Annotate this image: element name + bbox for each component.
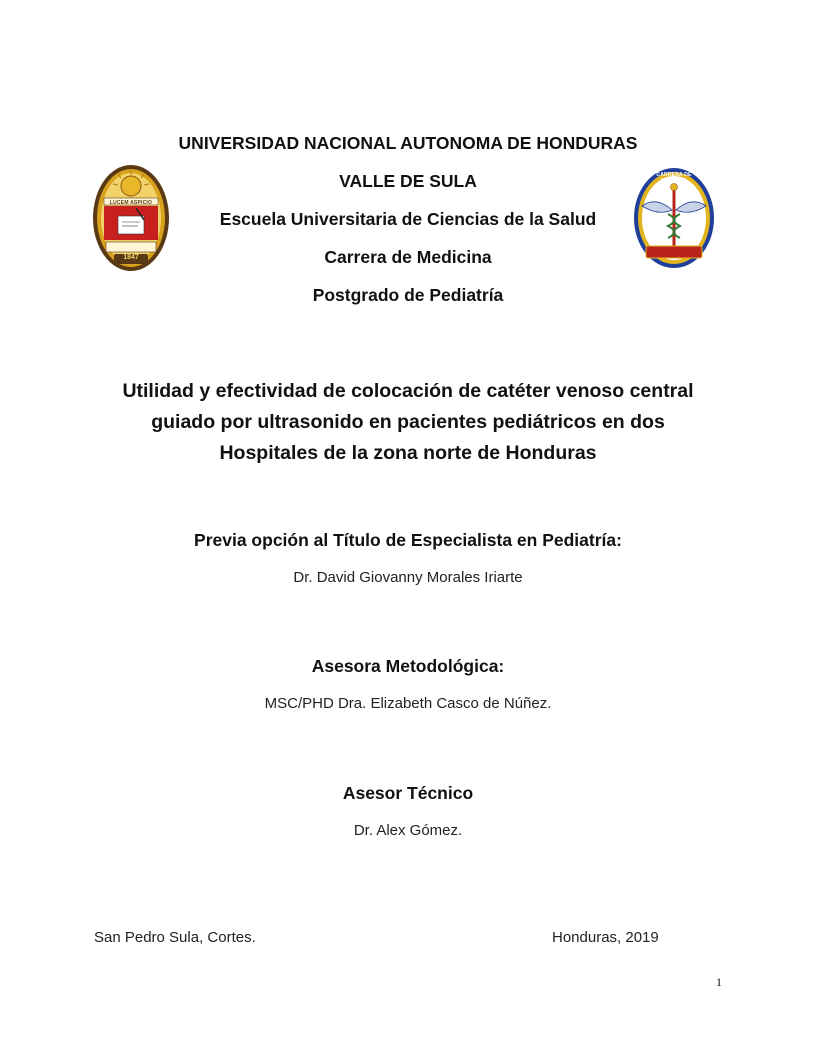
footer-country-year: Honduras, 2019 xyxy=(552,929,659,946)
right-seal-text: CARRERA DE MEDICINA xyxy=(656,172,692,184)
left-seal-motto: LUCEM ASPICIO xyxy=(109,200,153,206)
technical-advisor-label: Asesor Técnico xyxy=(342,783,474,803)
methodological-advisor-label: Asesora Metodológica: xyxy=(311,656,505,676)
technical-advisor-name: Dr. Alex Gómez. xyxy=(353,822,463,839)
career-name: Carrera de Medicina xyxy=(324,247,492,267)
school-name: Escuela Universitaria de Ciencias de la Salud xyxy=(219,209,597,229)
left-seal-year: 1847 xyxy=(123,254,139,261)
author-name: Dr. David Giovanny Morales Iriarte xyxy=(293,569,523,586)
university-name: UNIVERSIDAD NACIONAL AUTONOMA DE HONDURAS xyxy=(178,133,638,153)
campus-name: VALLE DE SULA xyxy=(339,171,477,191)
thesis-title-line-2: guiado por ultrasonido en pacientes pediátricos en dos xyxy=(151,411,665,433)
footer-city: San Pedro Sula, Cortes. xyxy=(94,929,256,946)
degree-label: Previa opción al Título de Especialista en Pediatría: xyxy=(194,530,622,550)
program-name: Postgrado de Pediatría xyxy=(312,285,504,305)
thesis-title-line-3: Hospitales de la zona norte de Honduras xyxy=(219,442,597,464)
thesis-title-line-1: Utilidad y efectividad de colocación de catéter venoso central xyxy=(122,380,694,402)
methodological-advisor-name: MSC/PHD Dra. Elizabeth Casco de Núñez. xyxy=(264,695,552,712)
page-number: 1 xyxy=(716,975,722,989)
